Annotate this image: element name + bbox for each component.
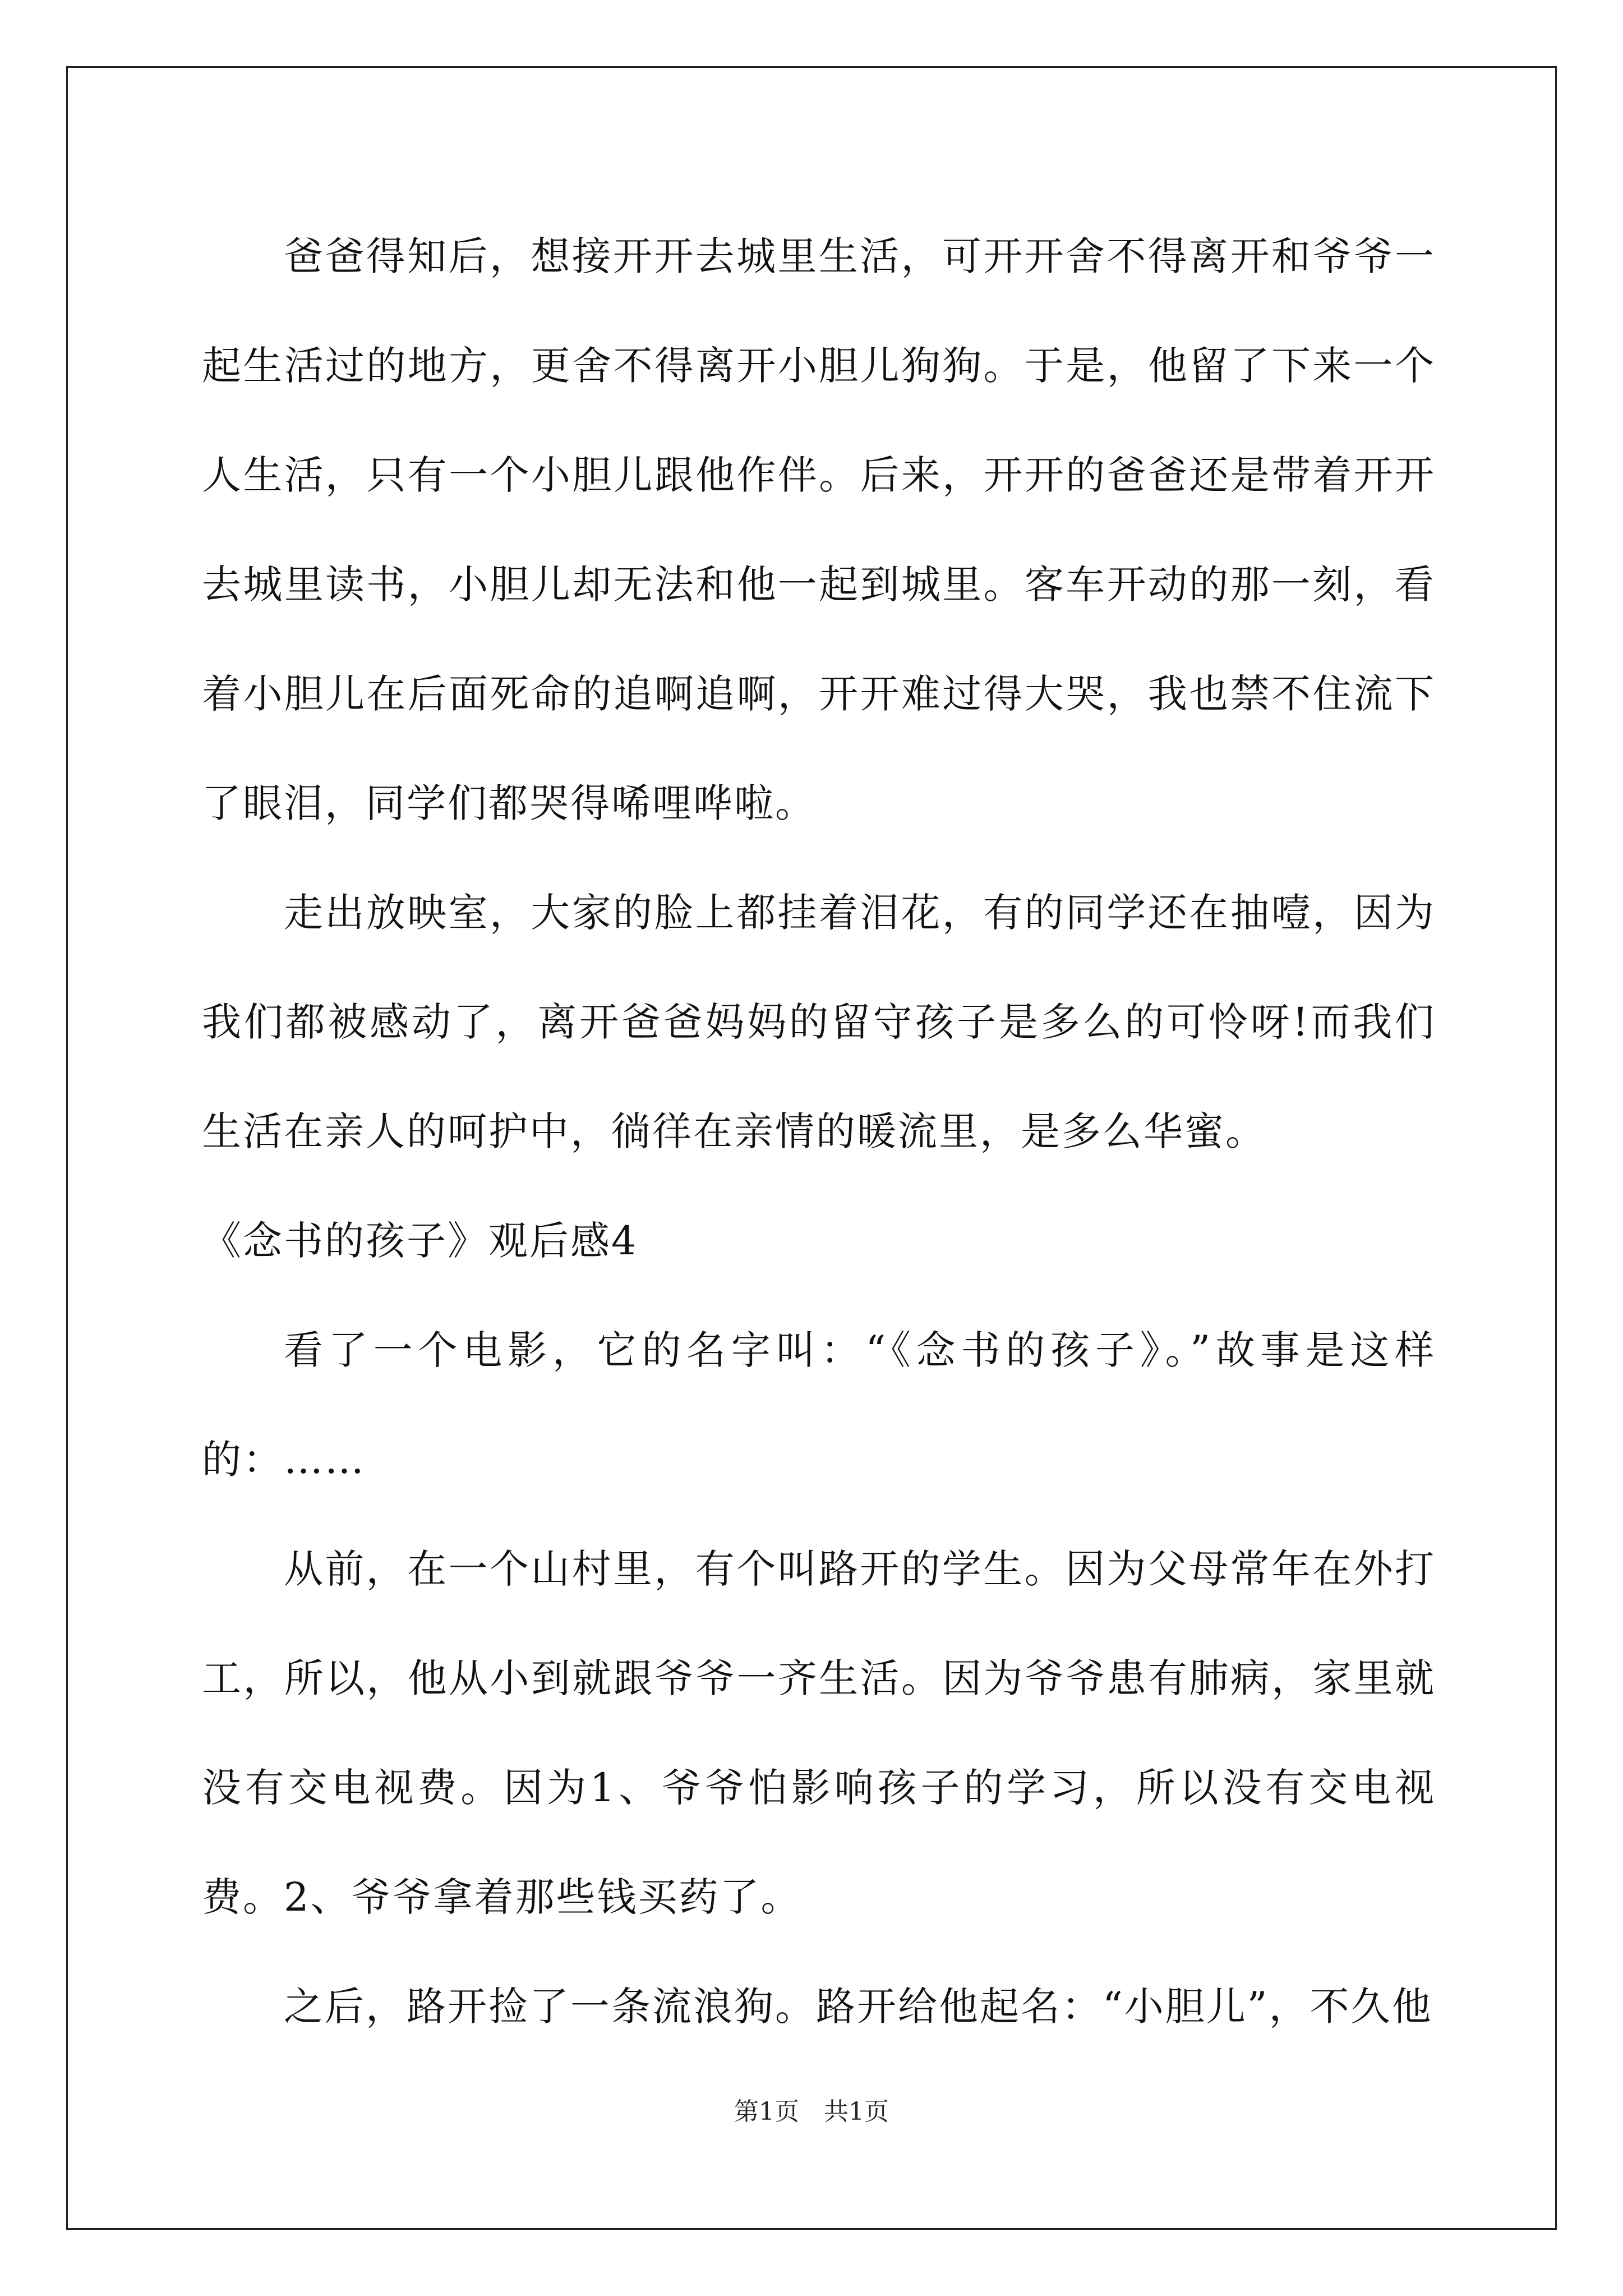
document-body [202,202,1436,2062]
paragraph: 从前，在一个山村里，有个叫路开的学生。因为父母常年在外打工，所以，他从小到就跟爷爷一齐生活。因为爷爷患有肺病，家里就没有交电视费。因为1、爷爷怕影响孩子的学习，所以没有交电视费。2、爷爷拿着那些钱买药了。 [202,1546,1436,1920]
paragraph: 之后，路开捡了一条流浪狗。路开给他起名：“小胆儿”，不久他 [284,1984,1433,2030]
section-heading: 《念书的孩子》观后感4 [202,1218,638,1264]
paragraph: 走出放映室，大家的脸上都挂着泪花，有的同学还在抽噎，因为我们都被感动了，离开爸爸妈妈的留守孩子是多么的可怜呀!而我们生活在亲人的呵护中，徜徉在亲情的暖流里，是多么华蜜。 [202,890,1436,1154]
paragraph: 爸爸得知后，想接开开去城里生活，可开开舍不得离开和爷爷一起生活过的地方，更舍不得离开小胆儿狗狗。于是，他留了下来一个人生活，只有一个小胆儿跟他作伴。后来，开开的爸爸还是带着开开去城里读书，小胆儿却无法和他一起到城里。客车开动的那一刻，看着小胆儿在后面死命的追啊追啊，开开难过得大哭，我也禁不住流下了眼泪，同学们都哭得唏哩哗啦。 [202,233,1436,826]
page-footer: 第1页 共1页 [734,2097,889,2126]
paragraph: 看了一个电影，它的名字叫：“《念书的孩子》。”故事是这样的：…… [202,1327,1436,1483]
